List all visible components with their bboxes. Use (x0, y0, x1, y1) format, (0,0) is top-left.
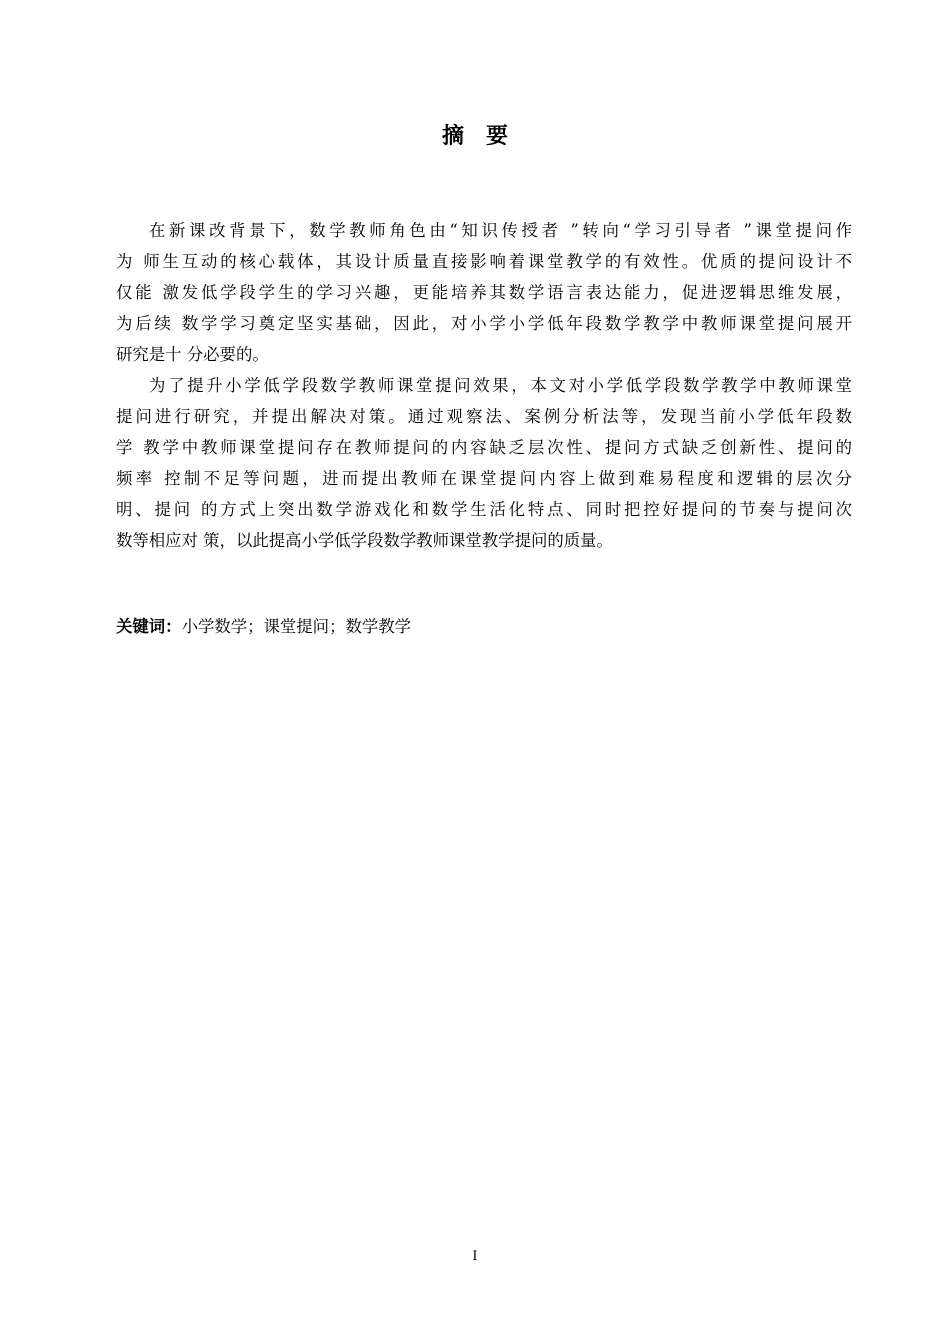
abstract-paragraph-2 (116, 370, 852, 556)
abstract-body (116, 215, 852, 556)
abstract-paragraph-1 (116, 215, 852, 370)
abstract-title-char-2: 要 (486, 124, 509, 149)
paragraph-line: 为后续 数学学习奠定坚实基础，因此，对小学小学低年段数学教学中教师课堂提问展开 (116, 314, 852, 333)
paragraph-line: 明、提问 的方式上突出数学游戏化和数学生活化特点、同时把控好提问的节奏与提问次 (116, 500, 852, 519)
keywords-line (116, 611, 852, 642)
paragraph-line: 频率 控制不足等问题，进而提出教师在课堂提问内容上做到难易程度和逻辑的层次分 (116, 469, 852, 488)
paragraph-line: 为了提升小学低学段数学教师课堂提问效果，本文对小学低学段数学教学中教师课堂 (149, 376, 852, 395)
paragraph-line: 学 教学中教师课堂提问存在教师提问的内容缺乏层次性、提问方式缺乏创新性、提问的 (116, 438, 852, 457)
paragraph-line: 在新课改背景下，数学教师角色由“知识传授者 ”转向“学习引导者 ”课堂提问作 (149, 221, 852, 240)
keywords-label: 关键词： (116, 617, 182, 636)
abstract-title (0, 122, 950, 152)
abstract-title-char-1: 摘 (441, 124, 464, 149)
keywords-value: 小学数学；课堂提问；数学教学 (181, 617, 412, 636)
page-number: I (472, 1249, 478, 1264)
paragraph-line: 提问进行研究，并提出解决对策。通过观察法、案例分析法等，发现当前小学低年段数 (116, 407, 852, 426)
paragraph-line: 仅能 激发低学段学生的学习兴趣，更能培养其数学语言表达能力，促进逻辑思维发展， (116, 283, 852, 302)
paragraph-line: 数等相应对 策，以此提高小学低学段数学教师课堂教学提问的质量。 (116, 531, 613, 550)
paragraph-line: 研究是十 分必要的。 (116, 345, 269, 364)
paragraph-line: 为 师生互动的核心载体，其设计质量直接影响着课堂教学的有效性。优质的提问设计不 (116, 252, 852, 271)
